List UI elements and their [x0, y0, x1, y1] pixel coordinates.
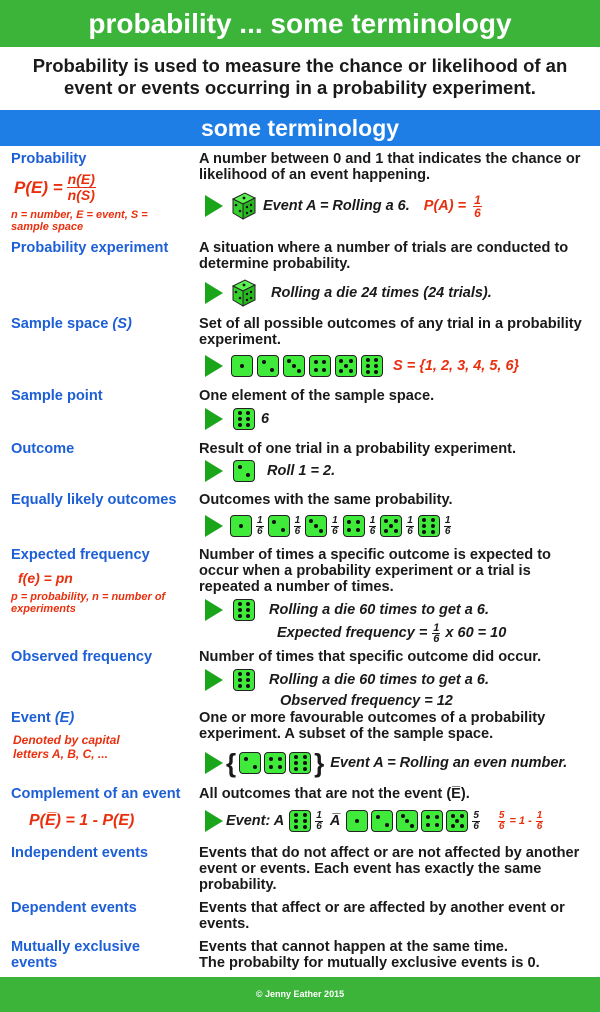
term-event-symbol: (E)	[54, 710, 75, 726]
die-pip	[455, 819, 459, 823]
die-pip	[278, 765, 282, 769]
arrow-icon	[205, 669, 223, 691]
term-mutually-exclusive-events: Mutually exclusive events	[11, 939, 140, 971]
frac-num: 1	[474, 192, 481, 207]
frac-den: 6	[407, 525, 413, 537]
term-sample-space-label: Sample space	[11, 316, 109, 332]
die-pip	[239, 524, 243, 528]
arrow-icon	[205, 599, 223, 621]
die-pip	[376, 815, 380, 819]
die-pip	[303, 755, 307, 759]
term-event	[11, 710, 74, 726]
term-observed-frequency: Observed frequency	[11, 649, 153, 665]
die-pip	[366, 370, 370, 374]
arrow-icon	[205, 355, 223, 377]
frac-den: 6	[294, 525, 301, 537]
die-pip	[294, 825, 298, 829]
term-probability-experiment: Probability experiment	[11, 240, 169, 256]
frac-den: 6	[316, 820, 322, 832]
die-face-5-icon	[335, 355, 357, 377]
die-pip	[314, 368, 318, 372]
die-pip	[356, 528, 360, 532]
die-pip	[366, 364, 370, 368]
die-pip	[426, 815, 430, 819]
die-face-6-icon	[289, 810, 311, 832]
die-pip	[394, 519, 398, 523]
frac-num: 1	[407, 514, 413, 526]
example-observed-text: Rolling a die 60 times to get a 6.	[269, 672, 489, 688]
die-pip	[374, 364, 378, 368]
probability-formula	[14, 172, 97, 203]
term-outcome: Outcome	[11, 441, 75, 457]
die-pip	[426, 823, 430, 827]
arrow-icon	[205, 195, 223, 217]
expected-frequency-note: p = probability, n = number of experiments	[11, 591, 166, 615]
term-event-label: Event	[11, 710, 51, 726]
complement-eq-fraction-2	[536, 811, 544, 832]
frac-den: 6	[474, 205, 481, 220]
fraction-one-sixth	[331, 516, 339, 537]
example-experiment-text: Rolling a die 24 times (24 trials).	[271, 285, 492, 301]
die-face-2-icon	[268, 515, 290, 537]
expected-calc-lhs: Expected frequency =	[277, 625, 428, 641]
frac-den: 6	[369, 525, 376, 537]
def-event: One or more favourable outcomes of a probability experiment. A subset of the sample space.	[199, 710, 546, 742]
example-event	[205, 748, 567, 778]
complement-abar-label: A̅	[329, 813, 341, 829]
die-3d-icon	[229, 191, 257, 221]
die-face-2-icon	[257, 355, 279, 377]
die-pip	[287, 359, 291, 363]
frac-num: 1	[536, 809, 543, 821]
fraction-one-sixth	[369, 516, 377, 537]
arrow-icon	[205, 810, 223, 832]
die-pip	[303, 767, 307, 771]
page-title: probability ... some terminology	[0, 0, 600, 47]
die-face-5-icon	[380, 515, 402, 537]
die-face-1-icon	[231, 355, 253, 377]
die-face-1-icon	[346, 810, 368, 832]
die-pip	[422, 518, 426, 522]
copyright-footer: © Jenny Eather 2015	[0, 977, 600, 1012]
term-complement-event: Complement of an event	[11, 786, 181, 802]
die-pip	[292, 364, 296, 368]
probability-formula-fraction	[67, 172, 96, 203]
sample-space-set: S = {1, 2, 3, 4, 5, 6}	[393, 358, 520, 374]
set-brace-close: }	[314, 748, 325, 778]
die-pip	[394, 529, 398, 533]
die-pip	[303, 813, 307, 817]
die-pip	[410, 824, 414, 828]
die-pip	[294, 755, 298, 759]
def-probability: A number between 0 and 1 that indicates the chance or likelihood of an event happening.	[199, 151, 581, 183]
die-face-3-icon	[305, 515, 327, 537]
arrow-icon	[205, 282, 223, 304]
die-face-4-icon	[343, 515, 365, 537]
frac-num: 5	[498, 809, 505, 821]
example-probability-fraction	[473, 194, 482, 219]
die-pip	[294, 813, 298, 817]
frac-num: 1	[332, 514, 338, 526]
example-sample-point	[205, 404, 269, 434]
def-mutually-exclusive-line1: Events that cannot happen at the same time.	[199, 939, 508, 955]
die-pip	[238, 411, 242, 415]
die-pip	[347, 528, 351, 532]
event-note: Denoted by capital letters A, B, C, ...	[13, 733, 120, 761]
die-pip	[246, 678, 250, 682]
die-pip	[384, 519, 388, 523]
def-equally-likely-outcomes: Outcomes with the same probability.	[199, 492, 453, 508]
die-pip	[422, 530, 426, 534]
expected-frequency-formula: f(e) = pn	[18, 570, 73, 586]
formula-denominator: n(S)	[67, 187, 95, 203]
example-sample-space	[205, 351, 519, 381]
die-pip	[262, 360, 266, 364]
fraction-abar	[472, 811, 480, 832]
die-pip	[297, 369, 301, 373]
def-expected-frequency: Number of times a specific outcome is expected to occur when a probability experiment or a trial is repeated a number of times.	[199, 547, 551, 595]
frac-den: 6	[257, 525, 263, 537]
expected-frequency-calculation	[277, 618, 506, 648]
example-probability-formula: P(A) =	[423, 198, 467, 214]
die-face-6-icon	[289, 752, 311, 774]
die-face-5-icon	[446, 810, 468, 832]
frac-den: 6	[433, 632, 440, 645]
frac-num: 1	[444, 514, 451, 526]
fraction-one-sixth	[256, 516, 264, 537]
die-pip	[246, 672, 250, 676]
example-event-text: Event A = Rolling an even number.	[330, 755, 568, 771]
term-equally-likely-outcomes: Equally likely outcomes	[11, 492, 177, 508]
die-face-6-icon	[233, 669, 255, 691]
term-independent-events: Independent events	[11, 845, 149, 861]
die-pip	[303, 761, 307, 765]
example-probability	[205, 191, 483, 221]
set-brace-open: {	[226, 748, 237, 778]
example-equally-likely	[205, 511, 452, 541]
example-outcome	[205, 456, 335, 486]
probability-note: n = number, E = event, S = sample space	[11, 209, 148, 233]
example-sample-point-text: 6	[261, 411, 270, 427]
frac-den: 6	[473, 820, 479, 832]
frac-den: 6	[498, 820, 505, 832]
fraction-one-sixth	[294, 516, 302, 537]
die-pip	[294, 767, 298, 771]
term-dependent-events: Dependent events	[11, 900, 137, 916]
die-pip	[238, 672, 242, 676]
die-face-6-icon	[418, 515, 440, 537]
example-expected-text: Rolling a die 60 times to get a 6.	[269, 602, 489, 618]
frac-num: 1	[257, 514, 263, 526]
die-pip	[349, 369, 353, 373]
frac-den: 6	[444, 525, 451, 537]
die-face-4-icon	[421, 810, 443, 832]
die-pip	[278, 757, 282, 761]
die-face-3-icon	[283, 355, 305, 377]
die-pip	[246, 473, 250, 477]
term-expected-frequency: Expected frequency	[11, 547, 150, 563]
complement-eq-fraction-1	[498, 811, 506, 832]
complement-formula: P(E̅) = 1 - P(E)	[29, 812, 135, 829]
die-pip	[405, 819, 409, 823]
def-mutually-exclusive-events	[199, 939, 594, 971]
frac-num: 1	[433, 621, 440, 634]
die-face-2-icon	[239, 752, 261, 774]
die-pip	[253, 765, 257, 769]
die-pip	[294, 761, 298, 765]
die-pip	[246, 423, 250, 427]
die-pip	[269, 765, 273, 769]
formula-numerator: n(E)	[67, 171, 95, 187]
die-pip	[374, 370, 378, 374]
die-pip	[384, 529, 388, 533]
die-face-3-icon	[396, 810, 418, 832]
def-sample-point: One element of the sample space.	[199, 388, 435, 404]
die-pip	[344, 364, 348, 368]
die-pip	[319, 529, 323, 533]
frac-num: 1	[369, 514, 376, 526]
arrow-icon	[205, 408, 223, 430]
die-face-2-icon	[233, 460, 255, 482]
fraction-a	[315, 811, 323, 832]
die-face-6-icon	[361, 355, 383, 377]
die-pip	[314, 360, 318, 364]
die-pip	[294, 819, 298, 823]
die-face-2-icon	[371, 810, 393, 832]
die-face-6-icon	[233, 408, 255, 430]
section-title: some terminology	[0, 110, 600, 146]
die-pip	[246, 417, 250, 421]
die-pip	[246, 602, 250, 606]
die-face-4-icon	[264, 752, 286, 774]
def-outcome: Result of one trial in a probability experiment.	[199, 441, 517, 457]
def-sample-space: Set of all possible outcomes of any trial in a probability experiment.	[199, 316, 582, 348]
die-pip	[238, 684, 242, 688]
term-sample-space-symbol: (S)	[112, 316, 132, 332]
def-probability-experiment: A situation where a number of trials are conducted to determine probability.	[199, 240, 569, 272]
die-pip	[385, 823, 389, 827]
die-pip	[322, 360, 326, 364]
arrow-icon	[205, 752, 223, 774]
observed-frequency-calculation: Observed frequency = 12	[280, 693, 453, 709]
die-pip	[349, 359, 353, 363]
example-outcome-text: Roll 1 = 2.	[267, 463, 336, 479]
expected-calc-fraction	[432, 623, 440, 644]
die-pip	[366, 358, 370, 362]
fraction-one-sixth	[406, 516, 414, 537]
die-pip	[246, 614, 250, 618]
frac-num: 1	[316, 809, 322, 821]
die-pip	[401, 814, 405, 818]
die-face-4-icon	[309, 355, 331, 377]
die-pip	[303, 819, 307, 823]
die-pip	[303, 825, 307, 829]
die-pip	[347, 520, 351, 524]
example-probability-text: Event A = Rolling a 6.	[263, 198, 410, 214]
die-face-6-icon	[233, 599, 255, 621]
die-pip	[339, 369, 343, 373]
probability-formula-lhs: P(E) =	[14, 177, 63, 197]
die-pip	[322, 368, 326, 372]
die-pip	[435, 815, 439, 819]
die-pip	[451, 814, 455, 818]
die-pip	[460, 814, 464, 818]
die-pip	[246, 608, 250, 612]
die-pip	[238, 602, 242, 606]
die-pip	[270, 368, 274, 372]
die-pip	[374, 358, 378, 362]
def-complement-event: All outcomes that are not the event (E̅).	[199, 786, 470, 802]
die-pip	[238, 614, 242, 618]
die-pip	[355, 819, 359, 823]
die-pip	[431, 530, 435, 534]
def-observed-frequency: Number of times that specific outcome did occur.	[199, 649, 542, 665]
die-pip	[272, 520, 276, 524]
frac-num: 5	[473, 809, 479, 821]
def-independent-events: Events that do not affect or are not affected by another event or events. Each event has exactly the same probability.	[199, 845, 580, 893]
die-pip	[309, 519, 313, 523]
frac-den: 6	[536, 820, 543, 832]
die-pip	[238, 465, 242, 469]
frac-num: 1	[294, 514, 301, 526]
complement-event-label: Event: A	[226, 813, 285, 829]
def-mutually-exclusive-line2: The probabilty for mutually exclusive events is 0.	[199, 955, 540, 971]
die-pip	[281, 528, 285, 532]
frac-den: 6	[332, 525, 338, 537]
die-pip	[460, 824, 464, 828]
example-complement	[205, 806, 544, 836]
die-pip	[451, 824, 455, 828]
die-pip	[356, 520, 360, 524]
die-pip	[435, 823, 439, 827]
die-pip	[269, 757, 273, 761]
die-pip	[389, 524, 393, 528]
die-pip	[246, 684, 250, 688]
die-pip	[244, 757, 248, 761]
die-3d-icon	[229, 278, 257, 308]
def-dependent-events: Events that affect or are affected by another event or events.	[199, 900, 565, 932]
die-pip	[238, 423, 242, 427]
die-face-1-icon	[230, 515, 252, 537]
term-probability: Probability	[11, 151, 87, 167]
arrow-icon	[205, 460, 223, 482]
die-pip	[314, 524, 318, 528]
fraction-one-sixth	[444, 516, 452, 537]
term-sample-space	[11, 316, 132, 332]
example-probability-experiment	[205, 278, 492, 308]
die-pip	[238, 417, 242, 421]
die-pip	[240, 364, 244, 368]
arrow-icon	[205, 515, 223, 537]
intro-text: Probability is used to measure the chance or likelihood of an event or events occurring in a probability experiment.	[32, 55, 568, 98]
die-pip	[431, 518, 435, 522]
die-pip	[422, 524, 426, 528]
die-pip	[238, 678, 242, 682]
complement-eq-middle: = 1 -	[509, 815, 532, 827]
die-pip	[431, 524, 435, 528]
die-pip	[246, 411, 250, 415]
die-pip	[339, 359, 343, 363]
term-sample-point: Sample point	[11, 388, 103, 404]
die-pip	[238, 608, 242, 612]
expected-calc-rhs: x 60 = 10	[445, 625, 507, 641]
